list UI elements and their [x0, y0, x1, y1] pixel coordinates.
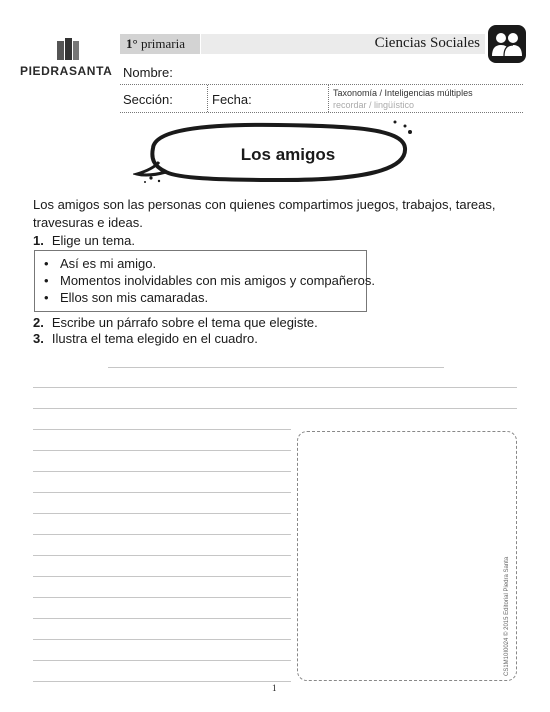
step-number: 3. [33, 331, 44, 346]
step-item [33, 315, 318, 330]
writing-line[interactable] [33, 471, 291, 472]
topic-item[interactable] [44, 273, 375, 288]
grade-word: primaria [140, 36, 185, 51]
bullet-icon: • [44, 273, 49, 288]
writing-line[interactable] [33, 492, 291, 493]
writing-line[interactable] [108, 367, 444, 368]
writing-line[interactable] [33, 555, 291, 556]
people-group-icon [487, 24, 527, 64]
drawing-box[interactable] [297, 431, 517, 681]
topic-text: Así es mi amigo. [60, 256, 157, 271]
bullet-icon: • [44, 256, 49, 271]
section-label: Sección: [123, 92, 173, 107]
writing-line[interactable] [33, 429, 291, 430]
writing-line[interactable] [33, 534, 291, 535]
separator [328, 85, 329, 112]
grade-label [126, 36, 185, 52]
bullet-icon: • [44, 290, 49, 305]
writing-line[interactable] [33, 387, 517, 388]
separator [207, 85, 208, 112]
step-text: Escribe un párrafo sobre el tema que elegiste. [51, 315, 318, 330]
page-title: Los amigos [240, 145, 336, 164]
section-date-line[interactable] [120, 112, 523, 113]
step-text: Elige un tema. [51, 233, 135, 248]
grade-number: 1° [126, 36, 138, 51]
writing-line[interactable] [33, 513, 291, 514]
date-label: Fecha: [212, 92, 252, 107]
publisher-logo-icon [56, 38, 80, 60]
name-line[interactable] [120, 84, 523, 85]
writing-line[interactable] [33, 450, 291, 451]
publisher-name: PIEDRASANTA [20, 64, 113, 78]
writing-line[interactable] [33, 639, 291, 640]
page-number: 1 [272, 683, 277, 693]
topic-text: Ellos son mis camaradas. [60, 290, 209, 305]
intro-paragraph: Los amigos son las personas con quienes compartimos juegos, trabajos, tareas, travesuras e ideas. [33, 197, 496, 230]
taxonomy-label: Taxonomía / Inteligencias múltiples [333, 88, 473, 98]
topic-item[interactable] [44, 256, 156, 271]
step-number: 1. [33, 233, 44, 248]
copyright-note: CS1M10I0024 © 2015 Editorial Piedra Santa [504, 556, 510, 676]
subject-title: Ciencias Sociales [374, 35, 480, 51]
step-item [33, 233, 135, 248]
writing-line[interactable] [33, 576, 291, 577]
topic-text: Momentos inolvidables con mis amigos y compañeros. [60, 273, 376, 288]
writing-line[interactable] [33, 597, 291, 598]
taxonomy-sublabel: recordar / lingüístico [333, 100, 415, 110]
step-item [33, 331, 258, 346]
writing-line[interactable] [33, 408, 517, 409]
writing-line[interactable] [33, 618, 291, 619]
writing-line[interactable] [33, 660, 291, 661]
step-text: Ilustra el tema elegido en el cuadro. [51, 331, 258, 346]
topic-item[interactable] [44, 290, 208, 305]
writing-line[interactable] [33, 681, 291, 682]
name-label: Nombre: [123, 65, 173, 80]
step-number: 2. [33, 315, 44, 330]
